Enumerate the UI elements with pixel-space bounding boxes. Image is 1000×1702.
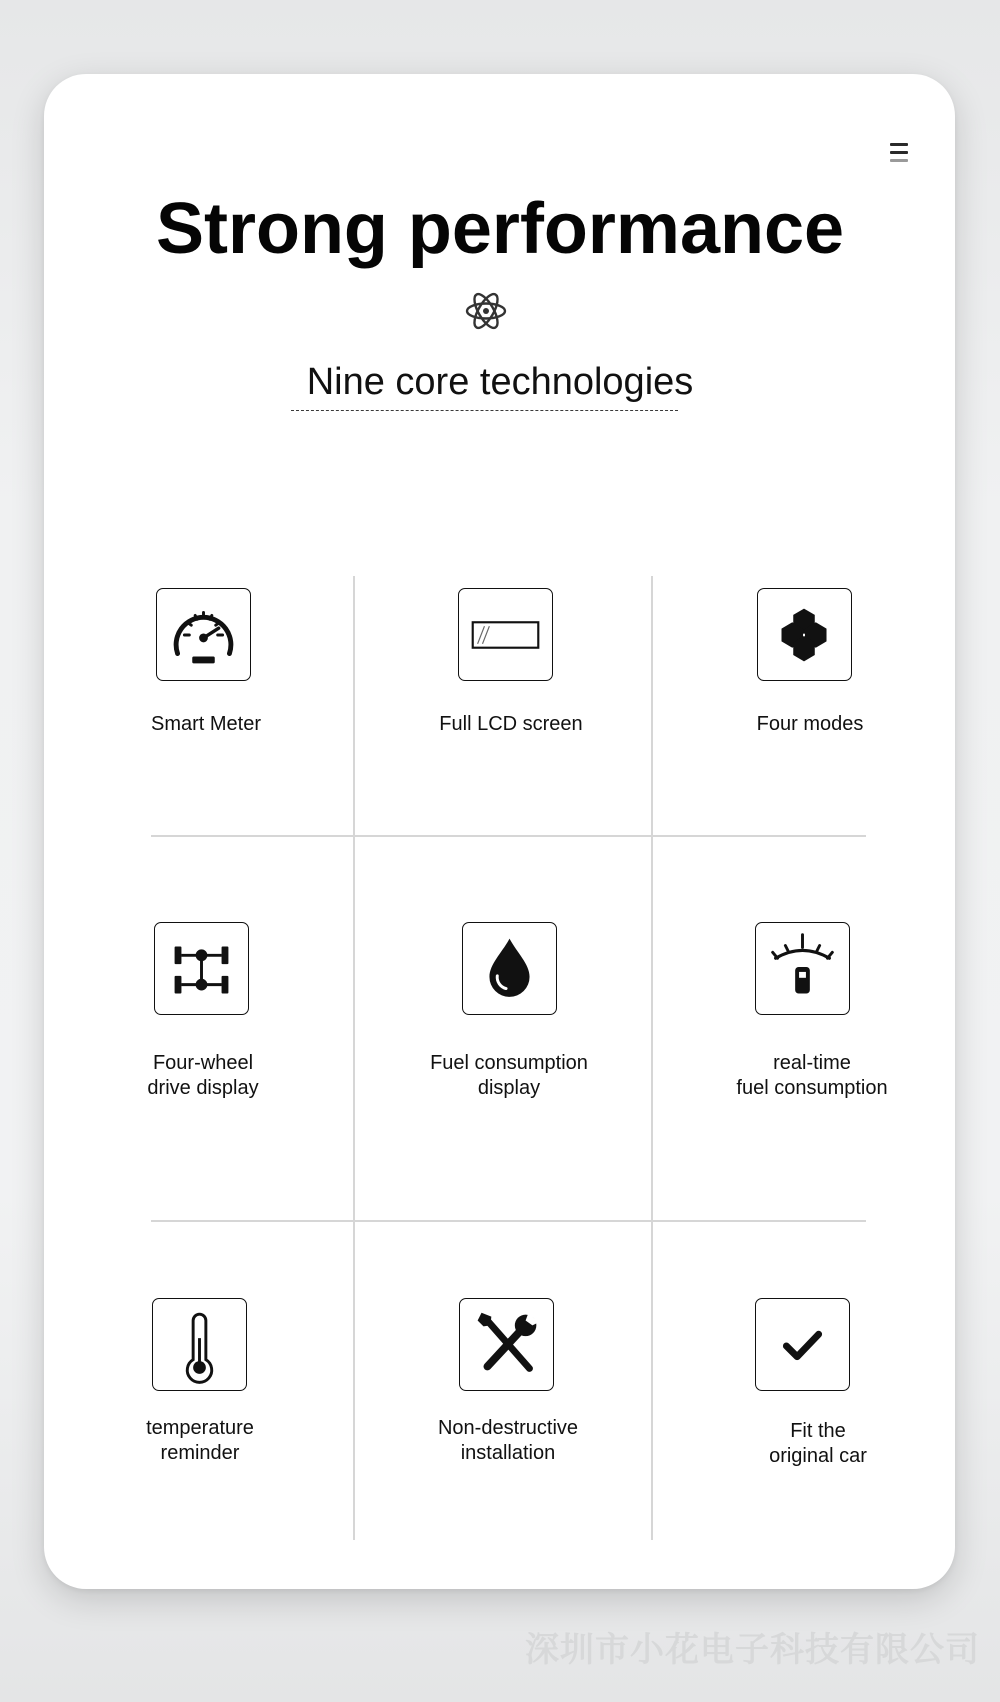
tech-label: Four-wheel drive display [147, 1052, 259, 1099]
subtitle-underline [291, 410, 678, 411]
tech-label: Fuel consumption display [430, 1052, 588, 1099]
grid-divider-horizontal [151, 835, 866, 837]
tech-label: Non-destructive installation [437, 1417, 579, 1464]
fuel-drop-icon [462, 922, 557, 1015]
four-wheel-drive-icon [154, 922, 249, 1015]
lcd-screen-icon [458, 588, 553, 681]
tools-icon [459, 1298, 554, 1391]
thermometer-icon [152, 1298, 247, 1391]
atom-icon [464, 288, 508, 334]
tech-label: Smart Meter [150, 713, 262, 735]
tech-label: temperature reminder [146, 1417, 254, 1464]
grid-divider-vertical [353, 576, 355, 1540]
tech-label: real-time fuel consumption [736, 1052, 888, 1099]
company-watermark: 深圳市小花电子科技有限公司 [525, 1630, 980, 1670]
tech-label: Fit the original car [769, 1420, 867, 1467]
page-subtitle: Nine core technologies [306, 361, 694, 403]
speedometer-icon [156, 588, 251, 681]
tech-label: Four modes [756, 713, 864, 735]
hexagon-modes-icon [757, 588, 852, 681]
page-title: Strong performance [155, 189, 845, 269]
grid-divider-vertical [651, 576, 653, 1540]
tech-label: Full LCD screen [439, 713, 583, 735]
grid-divider-horizontal [151, 1220, 866, 1222]
fuel-gauge-icon [755, 922, 850, 1015]
hamburger-menu-icon[interactable] [889, 141, 911, 167]
checkmark-icon [755, 1298, 850, 1391]
